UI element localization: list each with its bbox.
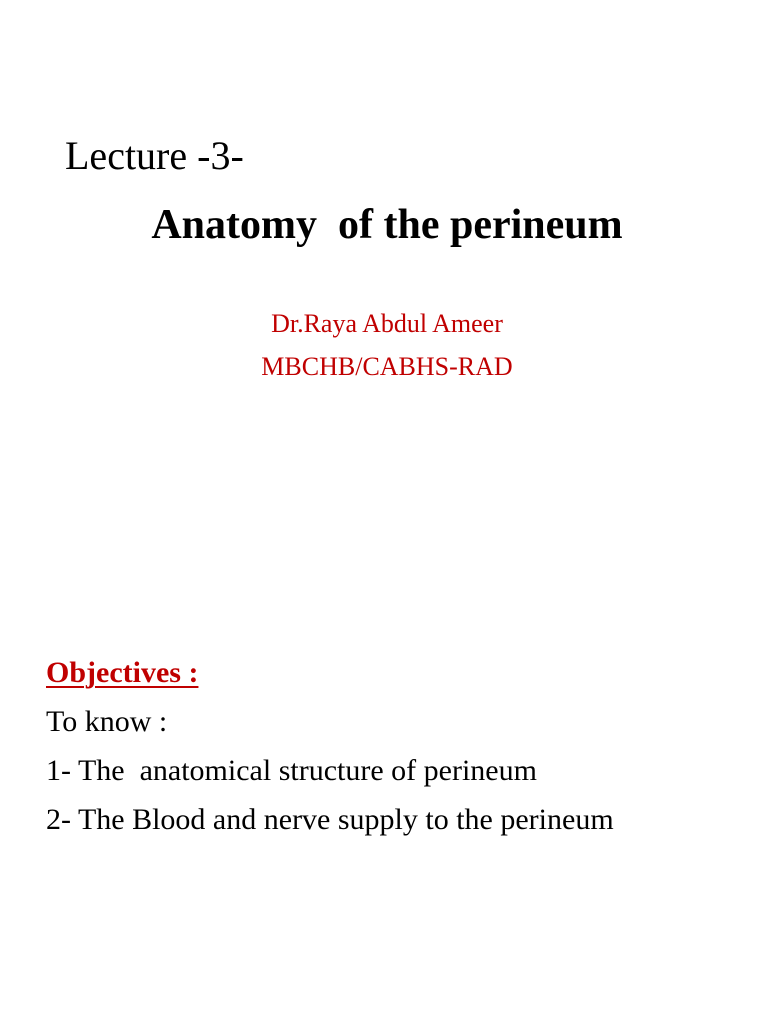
- objectives-intro: To know :: [46, 705, 168, 738]
- objective-item: 1- The anatomical structure of perineum: [46, 754, 537, 787]
- slide-title: Anatomy of the perineum: [151, 202, 623, 248]
- lecture-number: Lecture -3-: [65, 133, 244, 178]
- objectives-section: [46, 653, 614, 849]
- objectives-heading: Objectives :: [46, 656, 199, 689]
- author-credentials: MBCHB/CABHS-RAD: [261, 352, 513, 381]
- author-name: Dr.Raya Abdul Ameer: [271, 309, 503, 338]
- objective-item: 2- The Blood and nerve supply to the perineum: [46, 803, 614, 836]
